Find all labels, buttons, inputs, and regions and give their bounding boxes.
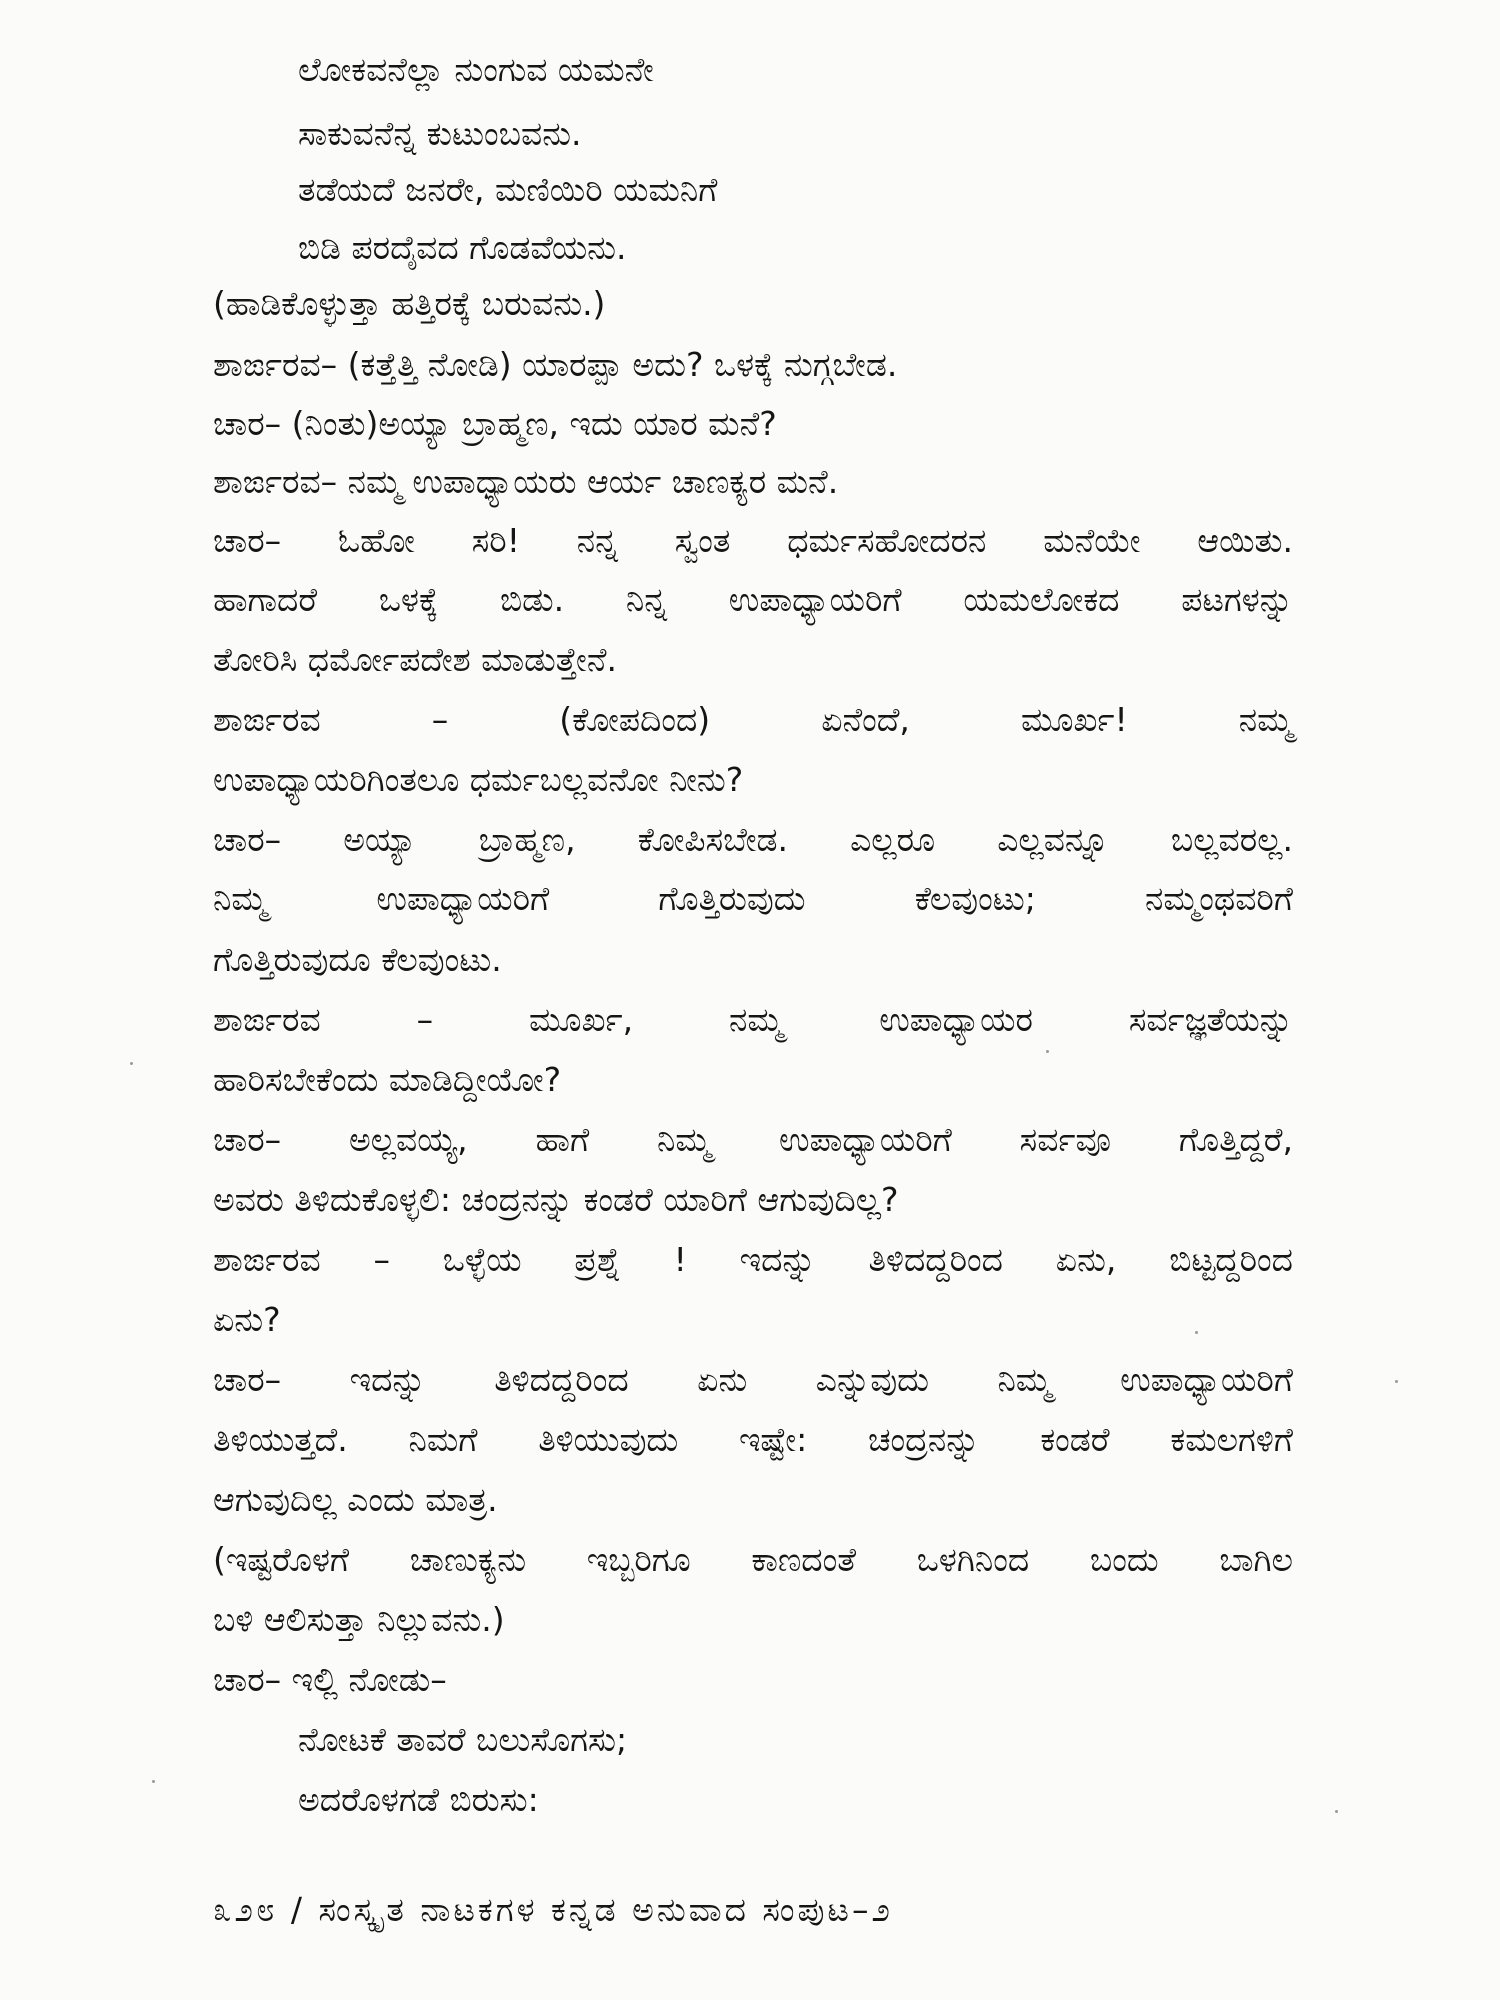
stage-direction: (ಇಷ್ಟರೊಳಗೆ ಚಾಣುಕ್ಯನು ಇಬ್ಬರಿಗೂ ಕಾಣದಂತೆ ಒಳಗಿನಿಂದ ಬಂದು ಬಾಗಿಲ <box>213 1540 1293 1579</box>
verse-line: ಬಿಡಿ ಪರದೈವದ ಗೊಡವೆಯನು. <box>298 228 627 267</box>
dialogue-line: ಚಾರ– ಅಯ್ಯಾ ಬ್ರಾಹ್ಮಣ, ಕೋಪಿಸಬೇಡ. ಎಲ್ಲರೂ ಎಲ್ಲವನ್ನೂ ಬಲ್ಲವರಲ್ಲ. <box>213 820 1293 859</box>
dialogue-line: ತಿಳಿಯುತ್ತದೆ. ನಿಮಗೆ ತಿಳಿಯುವುದು ಇಷ್ಟೇ: ಚಂದ್ರನನ್ನು ಕಂಡರೆ ಕಮಲಗಳಿಗೆ <box>213 1420 1293 1459</box>
scan-speck <box>152 1780 155 1783</box>
dialogue-line: ಶಾರ್ಙರವ – (ಕೋಪದಿಂದ) ಏನೆಂದೆ, ಮೂರ್ಖ! ನಮ್ಮ <box>213 700 1293 739</box>
scan-speck <box>1395 1380 1398 1383</box>
dialogue-line: ತೋರಿಸಿ ಧರ್ಮೋಪದೇಶ ಮಾಡುತ್ತೇನೆ. <box>213 640 617 679</box>
dialogue-line: ಉಪಾಧ್ಯಾಯರಿಗಿಂತಲೂ ಧರ್ಮಬಲ್ಲವನೋ ನೀನು? <box>213 760 744 799</box>
scan-speck <box>1195 1331 1198 1334</box>
verse-line: ಲೋಕವನೆಲ್ಲಾ ನುಂಗುವ ಯಮನೇ <box>298 50 654 89</box>
dialogue-line: ಶಾರ್ಙರವ– ನಮ್ಮ ಉಪಾಧ್ಯಾಯರು ಆರ್ಯ ಚಾಣಕ್ಯರ ಮನೆ. <box>213 462 839 501</box>
scan-speck <box>1335 1810 1338 1813</box>
dialogue-line: ಏನು? <box>213 1300 281 1339</box>
scan-speck <box>1046 1050 1049 1053</box>
stage-direction: ಬಳಿ ಆಲಿಸುತ್ತಾ ನಿಲ್ಲುವನು.) <box>213 1600 505 1639</box>
dialogue-line: ಚಾರ– ಓಹೋ ಸರಿ! ನನ್ನ ಸ್ವಂತ ಧರ್ಮಸಹೋದರನ ಮನೆಯೇ ಆಯಿತು. <box>213 521 1293 560</box>
dialogue-line: ಶಾರ್ಙರವ – ಮೂರ್ಖ, ನಮ್ಮ ಉಪಾಧ್ಯಾಯರ ಸರ್ವಜ್ಞತೆಯನ್ನು <box>213 1000 1293 1039</box>
dialogue-line: ಹಾರಿಸಬೇಕೆಂದು ಮಾಡಿದ್ದೀಯೋ? <box>213 1060 562 1099</box>
dialogue-line: ಆಗುವುದಿಲ್ಲ ಎಂದು ಮಾತ್ರ. <box>213 1480 498 1519</box>
dialogue-line: ಅವರು ತಿಳಿದುಕೊಳ್ಳಲಿ: ಚಂದ್ರನನ್ನು ಕಂಡರೆ ಯಾರಿಗೆ ಆಗುವುದಿಲ್ಲ? <box>213 1180 899 1219</box>
verse-line: ನೋಟಕೆ ತಾವರೆ ಬಲುಸೊಗಸು; <box>298 1720 628 1759</box>
dialogue-line: ಶಾರ್ಙರವ – ಒಳ್ಳೆಯ ಪ್ರಶ್ನೆ ! ಇದನ್ನು ತಿಳಿದದ್ದರಿಂದ ಏನು, ಬಿಟ್ಟದ್ದರಿಂದ <box>213 1240 1293 1279</box>
dialogue-line: ಚಾರ– ಇದನ್ನು ತಿಳಿದದ್ದರಿಂದ ಏನು ಎನ್ನುವುದು ನಿಮ್ಮ ಉಪಾಧ್ಯಾಯರಿಗೆ <box>213 1360 1293 1399</box>
dialogue-line: ಗೊತ್ತಿರುವುದೂ ಕೆಲವುಂಟು. <box>213 940 502 979</box>
verse-line: ಸಾಕುವನೆನ್ನ ಕುಟುಂಬವನು. <box>298 114 582 153</box>
dialogue-line: ಚಾರ– ಇಲ್ಲಿ ನೋಡು– <box>213 1660 447 1699</box>
dialogue-line: ಹಾಗಾದರೆ ಒಳಕ್ಕೆ ಬಿಡು. ನಿನ್ನ ಉಪಾಧ್ಯಾಯರಿಗೆ ಯಮಲೋಕದ ಪಟಗಳನ್ನು <box>213 580 1293 619</box>
page-footer: ೩೨೮ / ಸಂಸ್ಕೃತ ನಾಟಕಗಳ ಕನ್ನಡ ಅನುವಾದ ಸಂಪುಟ–೨ <box>213 1890 893 1929</box>
verse-line: ಅದರೊಳಗಡೆ ಬಿರುಸು: <box>298 1780 539 1819</box>
dialogue-line: ನಿಮ್ಮ ಉಪಾಧ್ಯಾಯರಿಗೆ ಗೊತ್ತಿರುವುದು ಕೆಲವುಂಟು; ನಮ್ಮಂಥವರಿಗೆ <box>213 879 1293 918</box>
dialogue-line: ಶಾರ್ಙರವ– (ಕತ್ತೆತ್ತಿ ನೋಡಿ) ಯಾರಪ್ಪಾ ಅದು? ಒಳಕ್ಕೆ ನುಗ್ಗಬೇಡ. <box>213 345 898 384</box>
dialogue-line: ಚಾರ– ಅಲ್ಲವಯ್ಯ, ಹಾಗೆ ನಿಮ್ಮ ಉಪಾಧ್ಯಾಯರಿಗೆ ಸರ್ವವೂ ಗೊತ್ತಿದ್ದರೆ, <box>213 1120 1293 1159</box>
scan-speck <box>130 1062 133 1065</box>
dialogue-line: ಚಾರ– (ನಿಂತು)ಅಯ್ಯಾ ಬ್ರಾಹ್ಮಣ, ಇದು ಯಾರ ಮನೆ? <box>213 404 777 443</box>
verse-line: ತಡೆಯದೆ ಜನರೇ, ಮಣಿಯಿರಿ ಯಮನಿಗೆ <box>298 170 718 209</box>
stage-direction: (ಹಾಡಿಕೊಳ್ಳುತ್ತಾ ಹತ್ತಿರಕ್ಕೆ ಬರುವನು.) <box>213 284 606 323</box>
